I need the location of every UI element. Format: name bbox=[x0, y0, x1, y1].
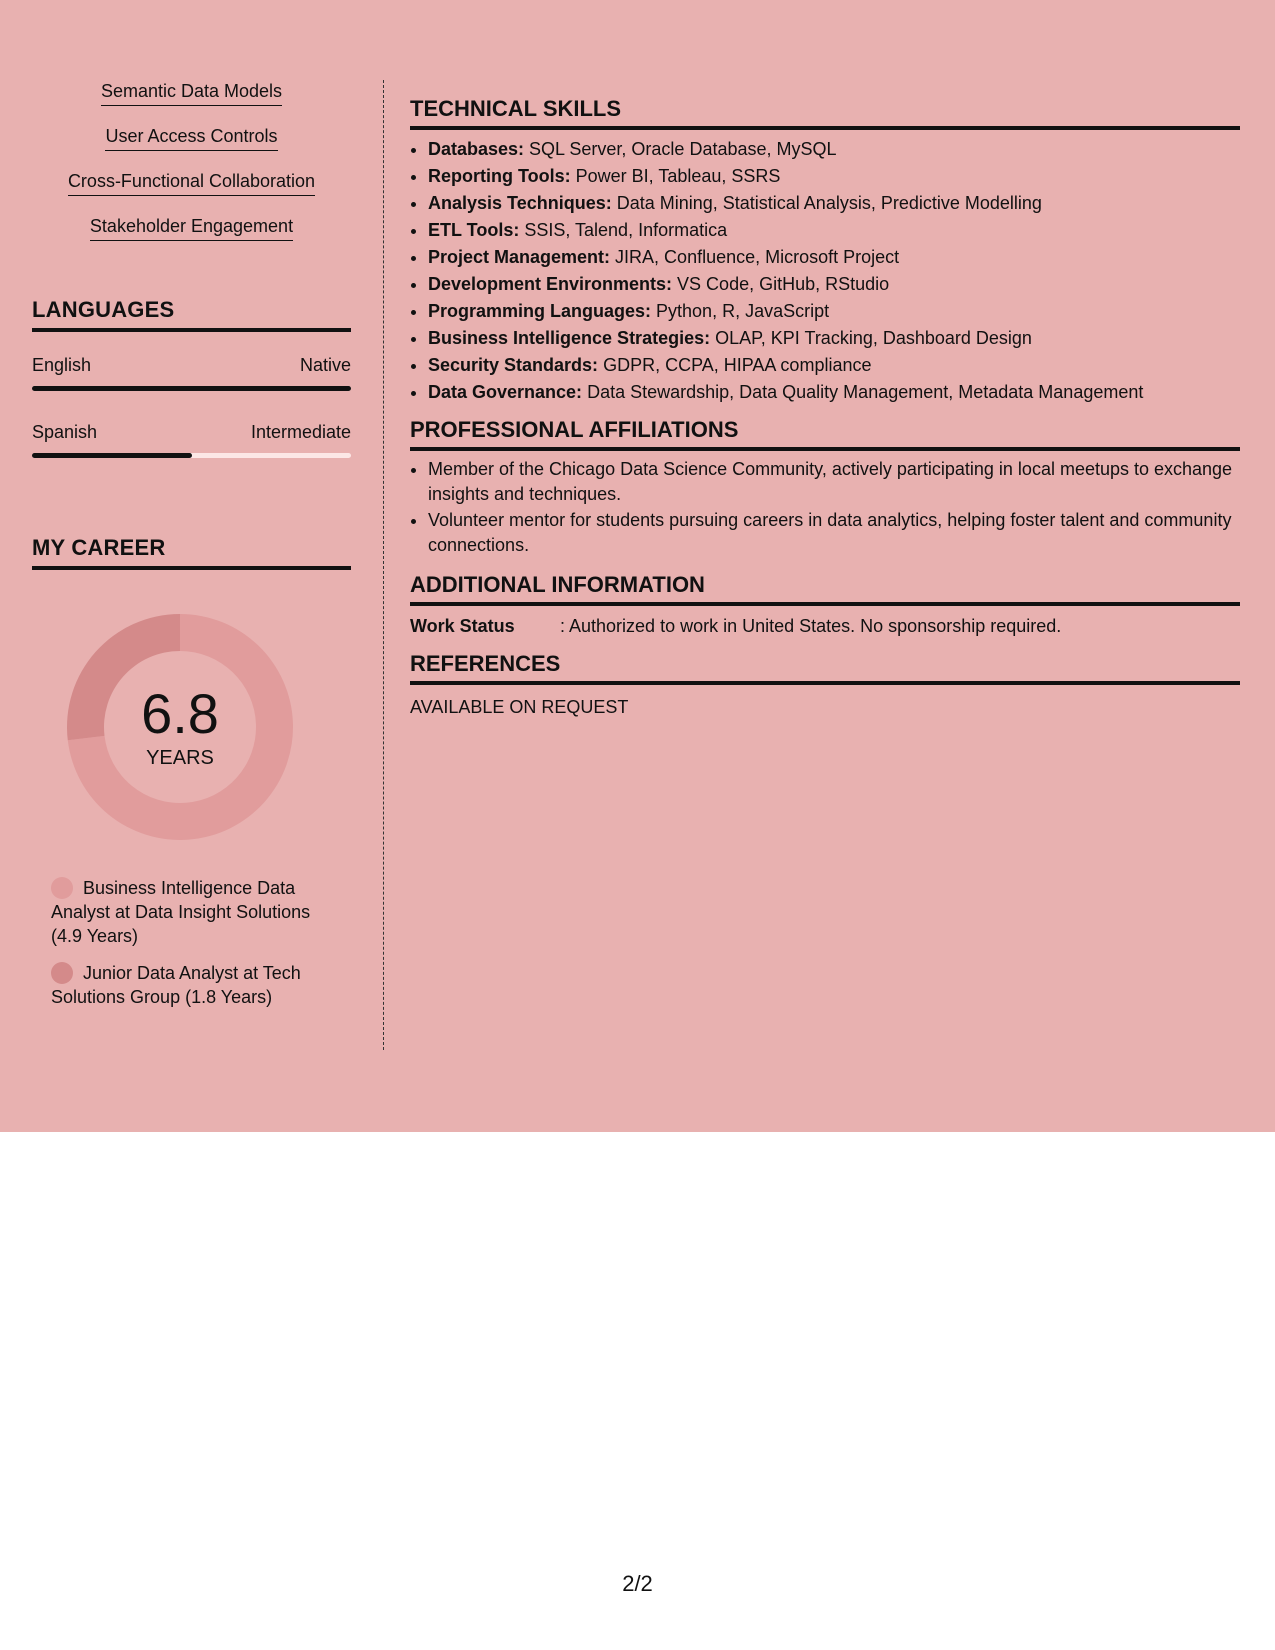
legend-dot-icon bbox=[51, 877, 73, 899]
work-status-value: : Authorized to work in United States. No sponsorship required. bbox=[560, 616, 1062, 636]
skill-tag: Cross-Functional Collaboration bbox=[68, 170, 315, 196]
career-total-years: 6.8 bbox=[141, 682, 219, 745]
skill-value: Data Mining, Statistical Analysis, Predictive Modelling bbox=[611, 193, 1042, 213]
career-item bbox=[51, 961, 341, 1009]
skill-value: VS Code, GitHub, RStudio bbox=[672, 274, 890, 294]
legend-dot-icon bbox=[51, 962, 73, 984]
skill-label: Business Intelligence Strategies: bbox=[428, 328, 711, 348]
skill-value: SQL Server, Oracle Database, MySQL bbox=[524, 139, 837, 159]
career-item bbox=[51, 876, 341, 948]
skill-tag: Semantic Data Models bbox=[101, 80, 282, 106]
skill-label: Development Environments: bbox=[428, 274, 673, 294]
additional-info-title: ADDITIONAL INFORMATION bbox=[410, 571, 1240, 606]
skill-label: ETL Tools: bbox=[428, 220, 520, 240]
career-donut-chart bbox=[67, 614, 293, 840]
skill-label: Analysis Techniques: bbox=[428, 193, 612, 213]
language-proficiency-fill bbox=[32, 386, 351, 391]
language-proficiency-fill bbox=[32, 453, 192, 458]
skill-value: GDPR, CCPA, HIPAA compliance bbox=[598, 355, 872, 375]
career-years-unit: YEARS bbox=[146, 747, 214, 769]
skill-item bbox=[428, 325, 1240, 352]
skill-item bbox=[428, 298, 1240, 325]
languages-title: LANGUAGES bbox=[32, 296, 351, 332]
work-status-row bbox=[410, 614, 1240, 638]
technical-skills-title: TECHNICAL SKILLS bbox=[410, 95, 1240, 130]
skill-value: Data Stewardship, Data Quality Management, Metadata Management bbox=[582, 382, 1144, 402]
right-column bbox=[410, 95, 1240, 719]
column-divider bbox=[383, 80, 384, 1050]
language-spanish bbox=[32, 421, 351, 458]
skill-item bbox=[428, 352, 1240, 379]
skill-item bbox=[428, 379, 1240, 406]
language-english bbox=[32, 354, 351, 391]
affiliations-title: PROFESSIONAL AFFILIATIONS bbox=[410, 416, 1240, 451]
skill-value: OLAP, KPI Tracking, Dashboard Design bbox=[710, 328, 1032, 348]
affiliation-item: • Member of the Chicago Data Science Community, actively participating in local meetups to exchange insights and techniques. bbox=[428, 457, 1240, 506]
language-level: Native bbox=[299, 355, 351, 375]
skill-value: Python, R, JavaScript bbox=[651, 301, 830, 321]
technical-skills-list bbox=[410, 136, 1240, 406]
skill-label: Security Standards: bbox=[428, 355, 599, 375]
skill-tags bbox=[32, 80, 351, 260]
skill-label: Reporting Tools: bbox=[428, 166, 571, 186]
page-number: 2/2 bbox=[622, 1571, 653, 1596]
references-text: AVAILABLE ON REQUEST bbox=[410, 697, 629, 717]
career-donut-center bbox=[67, 614, 293, 840]
career-title: MY CAREER bbox=[32, 534, 351, 570]
skill-value: Power BI, Tableau, SSRS bbox=[570, 166, 781, 186]
skill-label: Data Governance: bbox=[428, 382, 583, 402]
skill-label: Programming Languages: bbox=[428, 301, 652, 321]
left-column bbox=[32, 80, 351, 1022]
career-item-text: Junior Data Analyst at Tech Solutions Group (1.8 Years) bbox=[51, 963, 301, 1007]
work-status-label: Work Status bbox=[410, 616, 515, 636]
skill-value: JIRA, Confluence, Microsoft Project bbox=[610, 247, 900, 267]
skill-tag: User Access Controls bbox=[105, 125, 277, 151]
skill-item bbox=[428, 136, 1240, 163]
references-title: REFERENCES bbox=[410, 650, 1240, 685]
career-legend bbox=[51, 876, 341, 1009]
skill-item bbox=[428, 217, 1240, 244]
language-name: Spanish bbox=[32, 422, 98, 442]
language-proficiency-bar bbox=[32, 386, 351, 391]
affiliations-list bbox=[410, 457, 1240, 557]
affiliation-item: • Volunteer mentor for students pursuing careers in data analytics, helping foster talent and community connections. bbox=[428, 508, 1240, 557]
skill-item bbox=[428, 271, 1240, 298]
language-level: Intermediate bbox=[250, 422, 351, 442]
career-item-text: Business Intelligence Data Analyst at Data Insight Solutions (4.9 Years) bbox=[51, 878, 311, 946]
skill-item bbox=[428, 244, 1240, 271]
skill-label: Project Management: bbox=[428, 247, 611, 267]
language-proficiency-bar bbox=[32, 453, 351, 458]
skill-label: Databases: bbox=[428, 139, 525, 159]
skill-item bbox=[428, 163, 1240, 190]
skill-item bbox=[428, 190, 1240, 217]
skill-value: SSIS, Talend, Informatica bbox=[519, 220, 728, 240]
language-name: English bbox=[32, 355, 92, 375]
skill-tag: Stakeholder Engagement bbox=[90, 215, 293, 241]
